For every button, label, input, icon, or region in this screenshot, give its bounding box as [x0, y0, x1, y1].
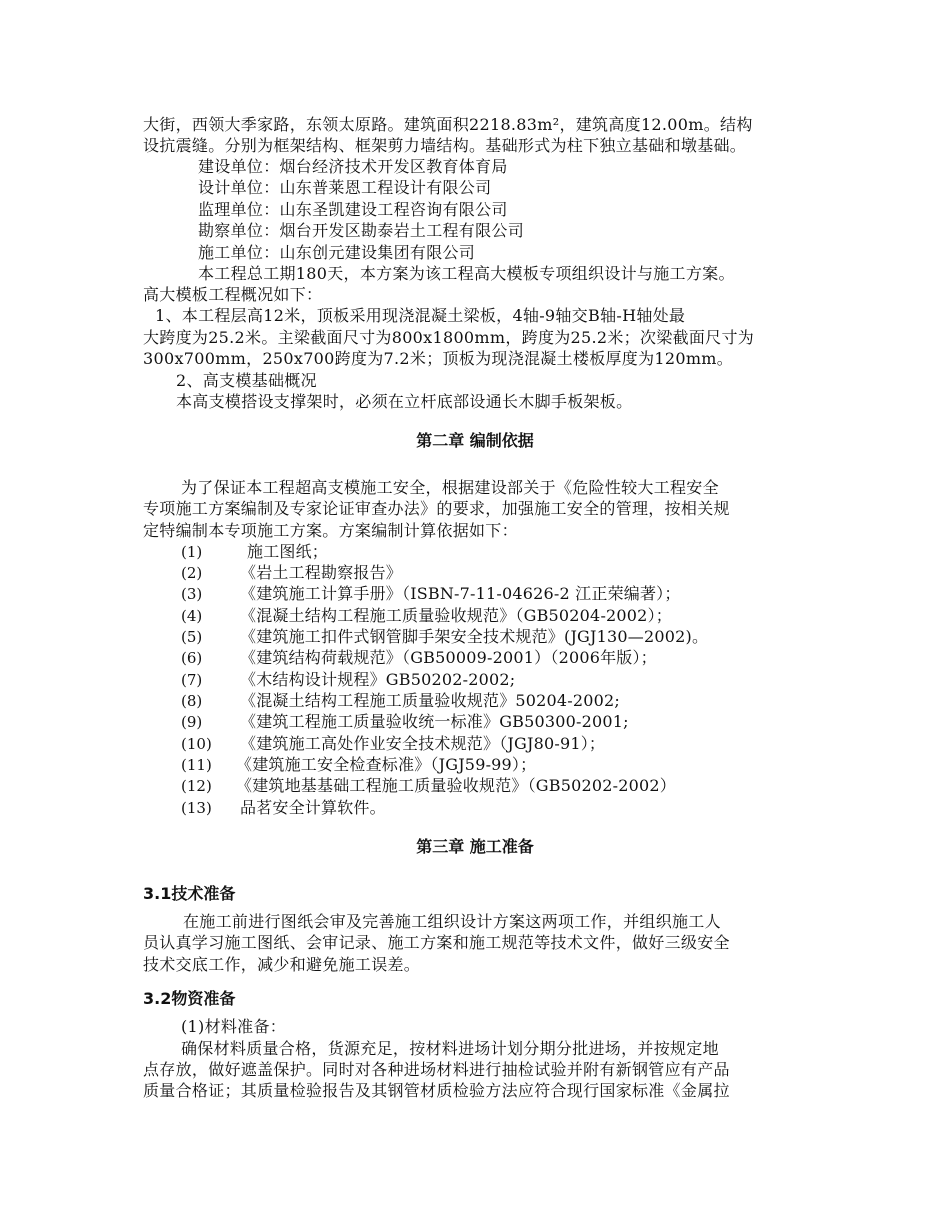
ref-number: (5) — [181, 628, 203, 646]
ref-title: 《建筑工程施工质量验收统一标准》GB50300-2001; — [240, 712, 629, 731]
ref-number: (1) — [181, 543, 203, 561]
item1-line: 1、本工程层高12米，顶板采用现浇混凝土梁板，4轴-9轴交B轴-H轴处最 — [155, 306, 686, 325]
ref-title: 《建筑结构荷载规范》（GB50009-2001）（2006年版）； — [240, 648, 657, 667]
section-3-2-line: 点存放，做好遮盖保护。同时对各种进场材料进行抽检试验并附有新钢管应有产品 — [143, 1060, 730, 1079]
chapter2-title: 第二章 编制依据 — [416, 431, 534, 450]
ref-number: (3) — [181, 585, 203, 603]
section-3-2-title: 3.2物资准备 — [143, 989, 236, 1008]
chapter2-intro: 专项施工方案编制及专家论证审查办法》的要求，加强施工安全的管理，按相关规 — [143, 499, 730, 518]
item1-line: 300x700mm，250x700跨度为7.2米；顶板为现浇混凝土楼板厚度为120mm。 — [143, 349, 734, 368]
ref-title: 《建筑施工高处作业安全技术规范》（JGJ80-91）； — [240, 734, 606, 753]
unit-line: 施工单位：山东创元建设集团有限公司 — [198, 243, 476, 262]
ref-number: (12) — [181, 777, 212, 795]
ref-title: 《建筑施工扣件式钢管脚手架安全技术规范》(JGJ130—2002)。 — [240, 627, 709, 646]
ref-title: 《混凝土结构工程施工质量验收规范》（GB50204-2002）； — [240, 606, 672, 625]
section-3-2-line: 质量合格证；其质量检验报告及其钢管材质检验方法应符合现行国家标准《金属拉 — [143, 1081, 730, 1100]
ref-number: (6) — [181, 649, 203, 667]
ref-title: 品茗安全计算软件。 — [240, 798, 386, 817]
unit-line: 监理单位：山东圣凯建设工程咨询有限公司 — [198, 200, 508, 219]
chapter3-title: 第三章 施工准备 — [416, 837, 534, 856]
overview-line: 大街，西领大季家路，东领太原路。建筑面积2218.83m²，建筑高度12.00m。结构 — [143, 115, 753, 134]
section-3-2-line: 确保材料质量合格，货源充足，按材料进场计划分期分批进场，并按规定地 — [181, 1039, 719, 1058]
unit-line: 勘察单位：烟台开发区勘泰岩土工程有限公司 — [198, 221, 525, 240]
ref-number: (13) — [181, 799, 212, 817]
overview-line: 设抗震缝。分别为框架结构、框架剪力墙结构。基础形式为柱下独立基础和墩基础。 — [143, 136, 747, 155]
ref-title: 《建筑施工安全检查标准》（JGJ59-99）； — [236, 755, 537, 774]
item2-title: 2、高支模基础概况 — [176, 371, 317, 390]
item2-body: 本高支模搭设支撑架时，必须在立杆底部设通长木脚手板架板。 — [176, 392, 633, 411]
section-3-1-line: 员认真学习施工图纸、会审记录、施工方案和施工规范等技术文件，做好三级安全 — [143, 933, 730, 952]
ref-title: 施工图纸； — [247, 542, 329, 561]
section-3-1-line: 技术交底工作，减少和避免施工误差。 — [143, 955, 421, 974]
chapter2-intro: 定特编制本专项施工方案。方案编制计算依据如下： — [143, 521, 518, 540]
ref-number: (8) — [181, 692, 203, 710]
ref-title: 《建筑施工计算手册》（ISBN-7-11-04626-2 江正荣编著）； — [240, 584, 681, 603]
section-3-1-line: 在施工前进行图纸会审及完善施工组织设计方案这两项工作，并组织施工人 — [183, 912, 721, 931]
ref-number: (4) — [181, 607, 203, 625]
unit-line: 设计单位：山东普莱恩工程设计有限公司 — [198, 178, 492, 197]
ref-title: 《混凝土结构工程施工质量验收规范》50204-2002; — [240, 691, 621, 710]
ref-title: 《岩土工程勘察报告》 — [240, 563, 403, 582]
ref-number: (2) — [181, 564, 203, 582]
unit-line: 建设单位：烟台经济技术开发区教育体育局 — [198, 157, 508, 176]
ref-number: (9) — [181, 713, 203, 731]
ref-number: (7) — [181, 671, 203, 689]
schedule-line: 本工程总工期180天，本方案为该工程高大模板专项组织设计与施工方案。 — [198, 264, 735, 283]
material-prep-heading: (1)材料准备： — [181, 1017, 287, 1036]
ref-title: 《木结构设计规程》GB50202-2002; — [240, 670, 516, 689]
section-3-1-title: 3.1技术准备 — [143, 884, 236, 903]
ref-number: (10) — [181, 735, 212, 753]
overview-heading: 高大模板工程概况如下： — [143, 285, 323, 304]
item1-line: 大跨度为25.2米。主梁截面尺寸为800x1800mm，跨度为25.2米；次梁截面尺寸为 — [143, 328, 755, 347]
ref-title: 《建筑地基基础工程施工质量验收规范》（GB50202-2002） — [236, 776, 676, 795]
chapter2-intro: 为了保证本工程超高支模施工安全，根据建设部关于《危险性较大工程安全 — [181, 478, 719, 497]
ref-number: (11) — [181, 756, 212, 774]
